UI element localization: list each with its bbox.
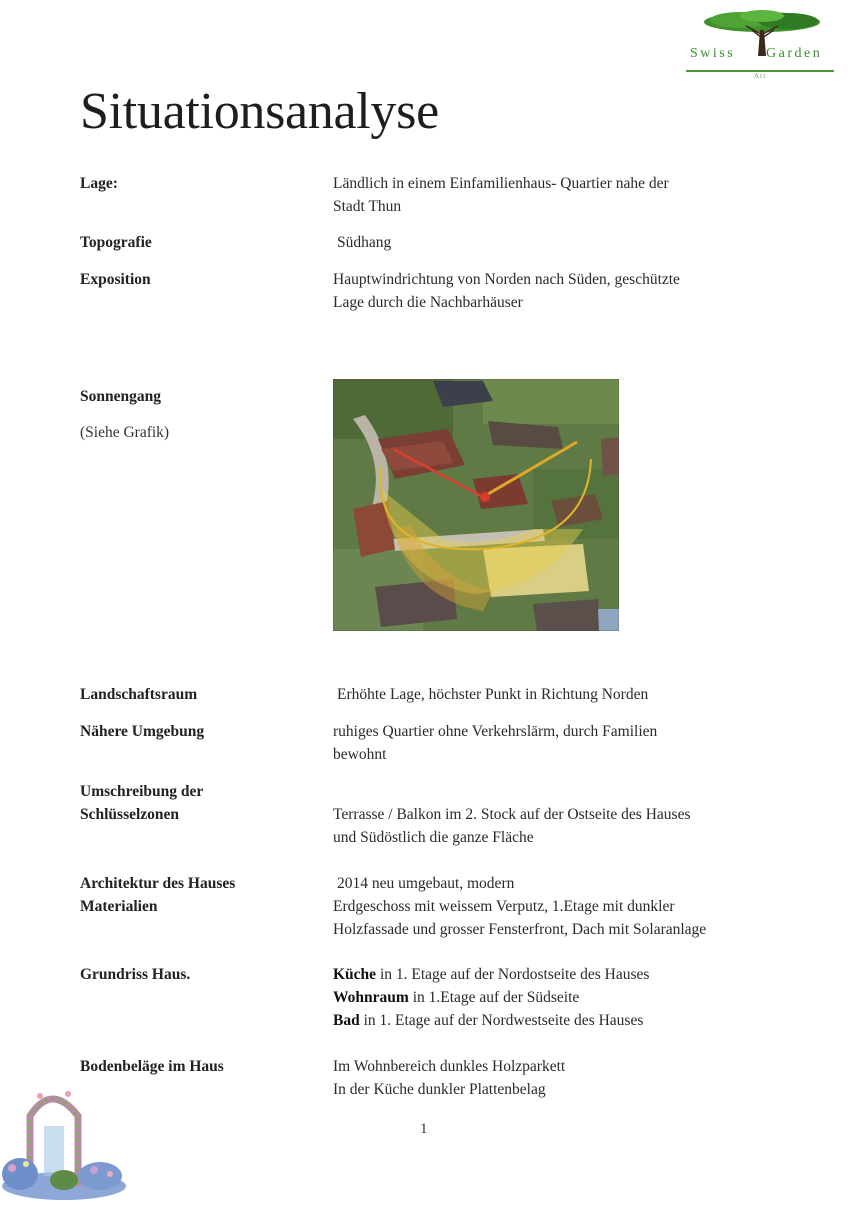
label-architektur-line2: Materialien — [80, 898, 158, 915]
value-bodenbelaege — [333, 1055, 793, 1101]
grundriss-item-room: Bad — [333, 1012, 360, 1029]
value-umgebung-line1: ruhiges Quartier ohne Verkehrslärm, durch Familien — [333, 723, 658, 740]
label-schluesselzonen — [80, 780, 203, 826]
value-bodenbelaege-line1: Im Wohnbereich dunkles Holzparkett — [333, 1058, 566, 1075]
label-landschaftsraum: Landschaftsraum — [80, 686, 198, 703]
value-schluesselzonen-line2: und Südöstlich die ganze Fläche — [333, 829, 534, 846]
garden-arch-illustration — [0, 1076, 128, 1200]
label-exposition: Exposition — [80, 271, 151, 288]
value-lage-line2: Stadt Thun — [333, 198, 402, 215]
value-architektur-line1: 2014 neu umgebaut, modern — [337, 875, 515, 892]
grundriss-item-desc: in 1. Etage auf der Nordostseite des Hauses — [376, 966, 650, 983]
company-logo — [680, 8, 840, 86]
label-umgebung: Nähere Umgebung — [80, 723, 205, 740]
grundriss-item-room: Küche — [333, 966, 377, 983]
label-topografie: Topografie — [80, 234, 152, 251]
logo-word-swiss: Swiss — [690, 46, 736, 61]
value-exposition — [333, 268, 793, 314]
grundriss-item-desc: in 1.Etage auf der Südseite — [408, 989, 580, 1006]
label-architektur-line1: Architektur des Hauses — [80, 875, 236, 892]
value-topografie: Südhang — [337, 234, 392, 251]
label-lage: Lage: — [80, 175, 118, 192]
value-bodenbelaege-line2: In der Küche dunkler Plattenbelag — [333, 1081, 546, 1098]
logo-subtext: Art — [754, 72, 767, 80]
value-lage-line1: Ländlich in einem Einfamilienhaus- Quartier nahe der — [333, 175, 669, 192]
sun-path-aerial-map — [333, 379, 619, 631]
value-architektur-line3: Holzfassade und grosser Fensterfront, Dach mit Solaranlage — [333, 921, 707, 938]
label-schluesselzonen-line2: Schlüsselzonen — [80, 806, 180, 823]
label-sonnengang: Sonnengang — [80, 388, 161, 405]
sonnengang-note: (Siehe Grafik) — [80, 424, 170, 441]
value-architektur-line2: Erdgeschoss mit weissem Verputz, 1.Etage mit dunkler — [333, 898, 675, 915]
label-schluesselzonen-line1: Umschreibung der — [80, 783, 204, 800]
value-schluesselzonen-line1: Terrasse / Balkon im 2. Stock auf der Ostseite des Hauses — [333, 806, 691, 823]
grundriss-item — [333, 986, 793, 1009]
value-architektur — [333, 872, 793, 941]
label-bodenbelaege: Bodenbeläge im Haus — [80, 1058, 224, 1075]
value-grundriss — [333, 963, 793, 1032]
value-exposition-line1: Hauptwindrichtung von Norden nach Süden, geschützte — [333, 271, 680, 288]
value-schluesselzonen — [333, 803, 793, 849]
grundriss-item-desc: in 1. Etage auf der Nordwestseite des Hauses — [359, 1012, 644, 1029]
value-umgebung — [333, 720, 793, 766]
page-number: 1 — [420, 1121, 428, 1137]
page-title: Situationsanalyse — [80, 83, 439, 140]
grundriss-item-room: Wohnraum — [333, 989, 409, 1006]
label-architektur — [80, 872, 235, 918]
value-exposition-line2: Lage durch die Nachbarhäuser — [333, 294, 523, 311]
grundriss-item — [333, 1009, 793, 1032]
value-landschaftsraum: Erhöhte Lage, höchster Punkt in Richtung Norden — [337, 686, 649, 703]
logo-word-garden: Garden — [766, 46, 823, 61]
label-grundriss: Grundriss Haus. — [80, 966, 191, 983]
value-lage — [333, 172, 793, 218]
value-umgebung-line2: bewohnt — [333, 746, 387, 763]
grundriss-item — [333, 963, 793, 986]
